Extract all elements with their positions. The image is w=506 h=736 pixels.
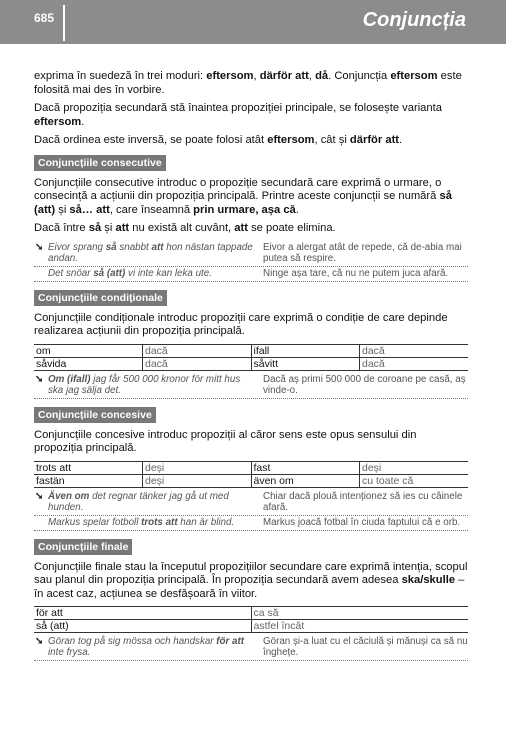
arrow-icon: ➘ xyxy=(35,241,44,253)
swedish-example: ➘ Även om det regnar tänker jag gå ut med hunden. xyxy=(35,490,229,513)
swedish-example: ➘ Göran tog på sig mössa och handskar för att inte frysa. xyxy=(35,636,245,658)
page-number: 685 xyxy=(34,11,55,25)
swedish-example: Markus spelar fotboll trots att han är blind. xyxy=(48,516,235,528)
table-row: fastän deși även om cu toate că xyxy=(34,474,468,487)
swedish-example: ➘ Om (ifall) jag får 500 000 kronor för mitt hus ska jag sälja det. xyxy=(35,373,241,396)
example-row xyxy=(34,490,468,516)
table-row: om dacă ifall dacă xyxy=(34,344,468,357)
section-heading-concessive: Conjuncțiile concesive xyxy=(34,407,156,423)
example-row xyxy=(34,267,468,282)
swedish-example: Det snöar så (att) vi inte kan leka ute. xyxy=(48,267,212,279)
conjunction-table-final xyxy=(34,606,468,633)
romanian-translation: Chiar dacă plouă intenționez să ies cu câinele afară. xyxy=(263,490,463,513)
conditional-paragraph: Conjuncțiile condiționale introduc propoziții care exprimă o condiție de care depinde realizarea acțiunii din propoziția principală. xyxy=(34,311,448,337)
section-heading-conditional: Conjuncțiile condiționale xyxy=(34,290,167,306)
section-heading-final: Conjuncțiile finale xyxy=(34,539,132,555)
example-row xyxy=(34,635,468,661)
table-row: trots att deși fast deși xyxy=(34,461,468,474)
table-row: såvida dacă såvitt dacă xyxy=(34,357,468,370)
consecutive-paragraph-1: Conjuncțiile consecutive introduc o propoziție secundară care exprimă o urmare, o consecință a acțiunii din propoziția principală. Printre aceste conjuncții se numără så (att) și så… att, care înseamnă prin urmare, așa că. xyxy=(34,176,452,216)
page-content xyxy=(34,70,468,661)
table-row: så (att) astfel încât xyxy=(34,620,468,633)
header-divider xyxy=(63,5,65,41)
arrow-icon: ➘ xyxy=(35,490,44,502)
page-title: Conjuncția xyxy=(362,9,466,31)
romanian-translation: Göran și-a luat cu el căciulă și mănuși ca să nu înghețe. xyxy=(263,636,468,658)
example-row xyxy=(34,373,468,399)
conjunction-table-concessive xyxy=(34,461,468,488)
final-paragraph: Conjuncțiile finale stau la începutul propozițiilor secundare care exprimă intenția, scopul sau planul din propoziția principală. În propoziția secundară avem adesea ska/skulle – în acest caz, acțiunea se desfășoară în viitor. xyxy=(34,560,468,600)
arrow-icon: ➘ xyxy=(35,636,44,647)
romanian-translation: Ninge așa tare, că nu ne putem juca afară. xyxy=(263,267,449,279)
swedish-example: ➘ Eivor sprang så snabbt att hon nästan tappade andan. xyxy=(35,241,253,264)
table-row: för att ca să xyxy=(34,607,468,620)
arrow-icon: ➘ xyxy=(35,373,44,385)
example-row xyxy=(34,241,468,267)
conjunction-table-conditional xyxy=(34,344,468,371)
romanian-translation: Markus joacă fotbal în ciuda faptului că e orb. xyxy=(263,516,461,528)
consecutive-paragraph-2: Dacă între så și att nu există alt cuvânt, att se poate elimina. xyxy=(34,222,336,234)
page-header xyxy=(0,0,506,44)
example-row xyxy=(34,516,468,531)
section-heading-consecutive: Conjuncțiile consecutive xyxy=(34,155,166,171)
concessive-paragraph: Conjuncțiile concesive introduc propoziții al căror sens este opus sensului din propoziția principală. xyxy=(34,428,417,454)
intro-paragraph-2: Dacă propoziția secundară stă înaintea propoziției principale, se folosește varianta eftersom. xyxy=(34,102,442,128)
romanian-translation: Eivor a alergat atât de repede, că de-abia mai putea să respire. xyxy=(263,241,462,264)
romanian-translation: Dacă aș primi 500 000 de coroane pe casă, aș vinde-o. xyxy=(263,373,466,396)
intro-paragraph-3: Dacă ordinea este inversă, se poate folosi atât eftersom, cât și därför att. xyxy=(34,134,403,146)
intro-paragraph-1: exprima în suedeză în trei moduri: eftersom, därför att, då. Conjuncția eftersom este folosită mai des în vorbire. xyxy=(34,70,462,96)
